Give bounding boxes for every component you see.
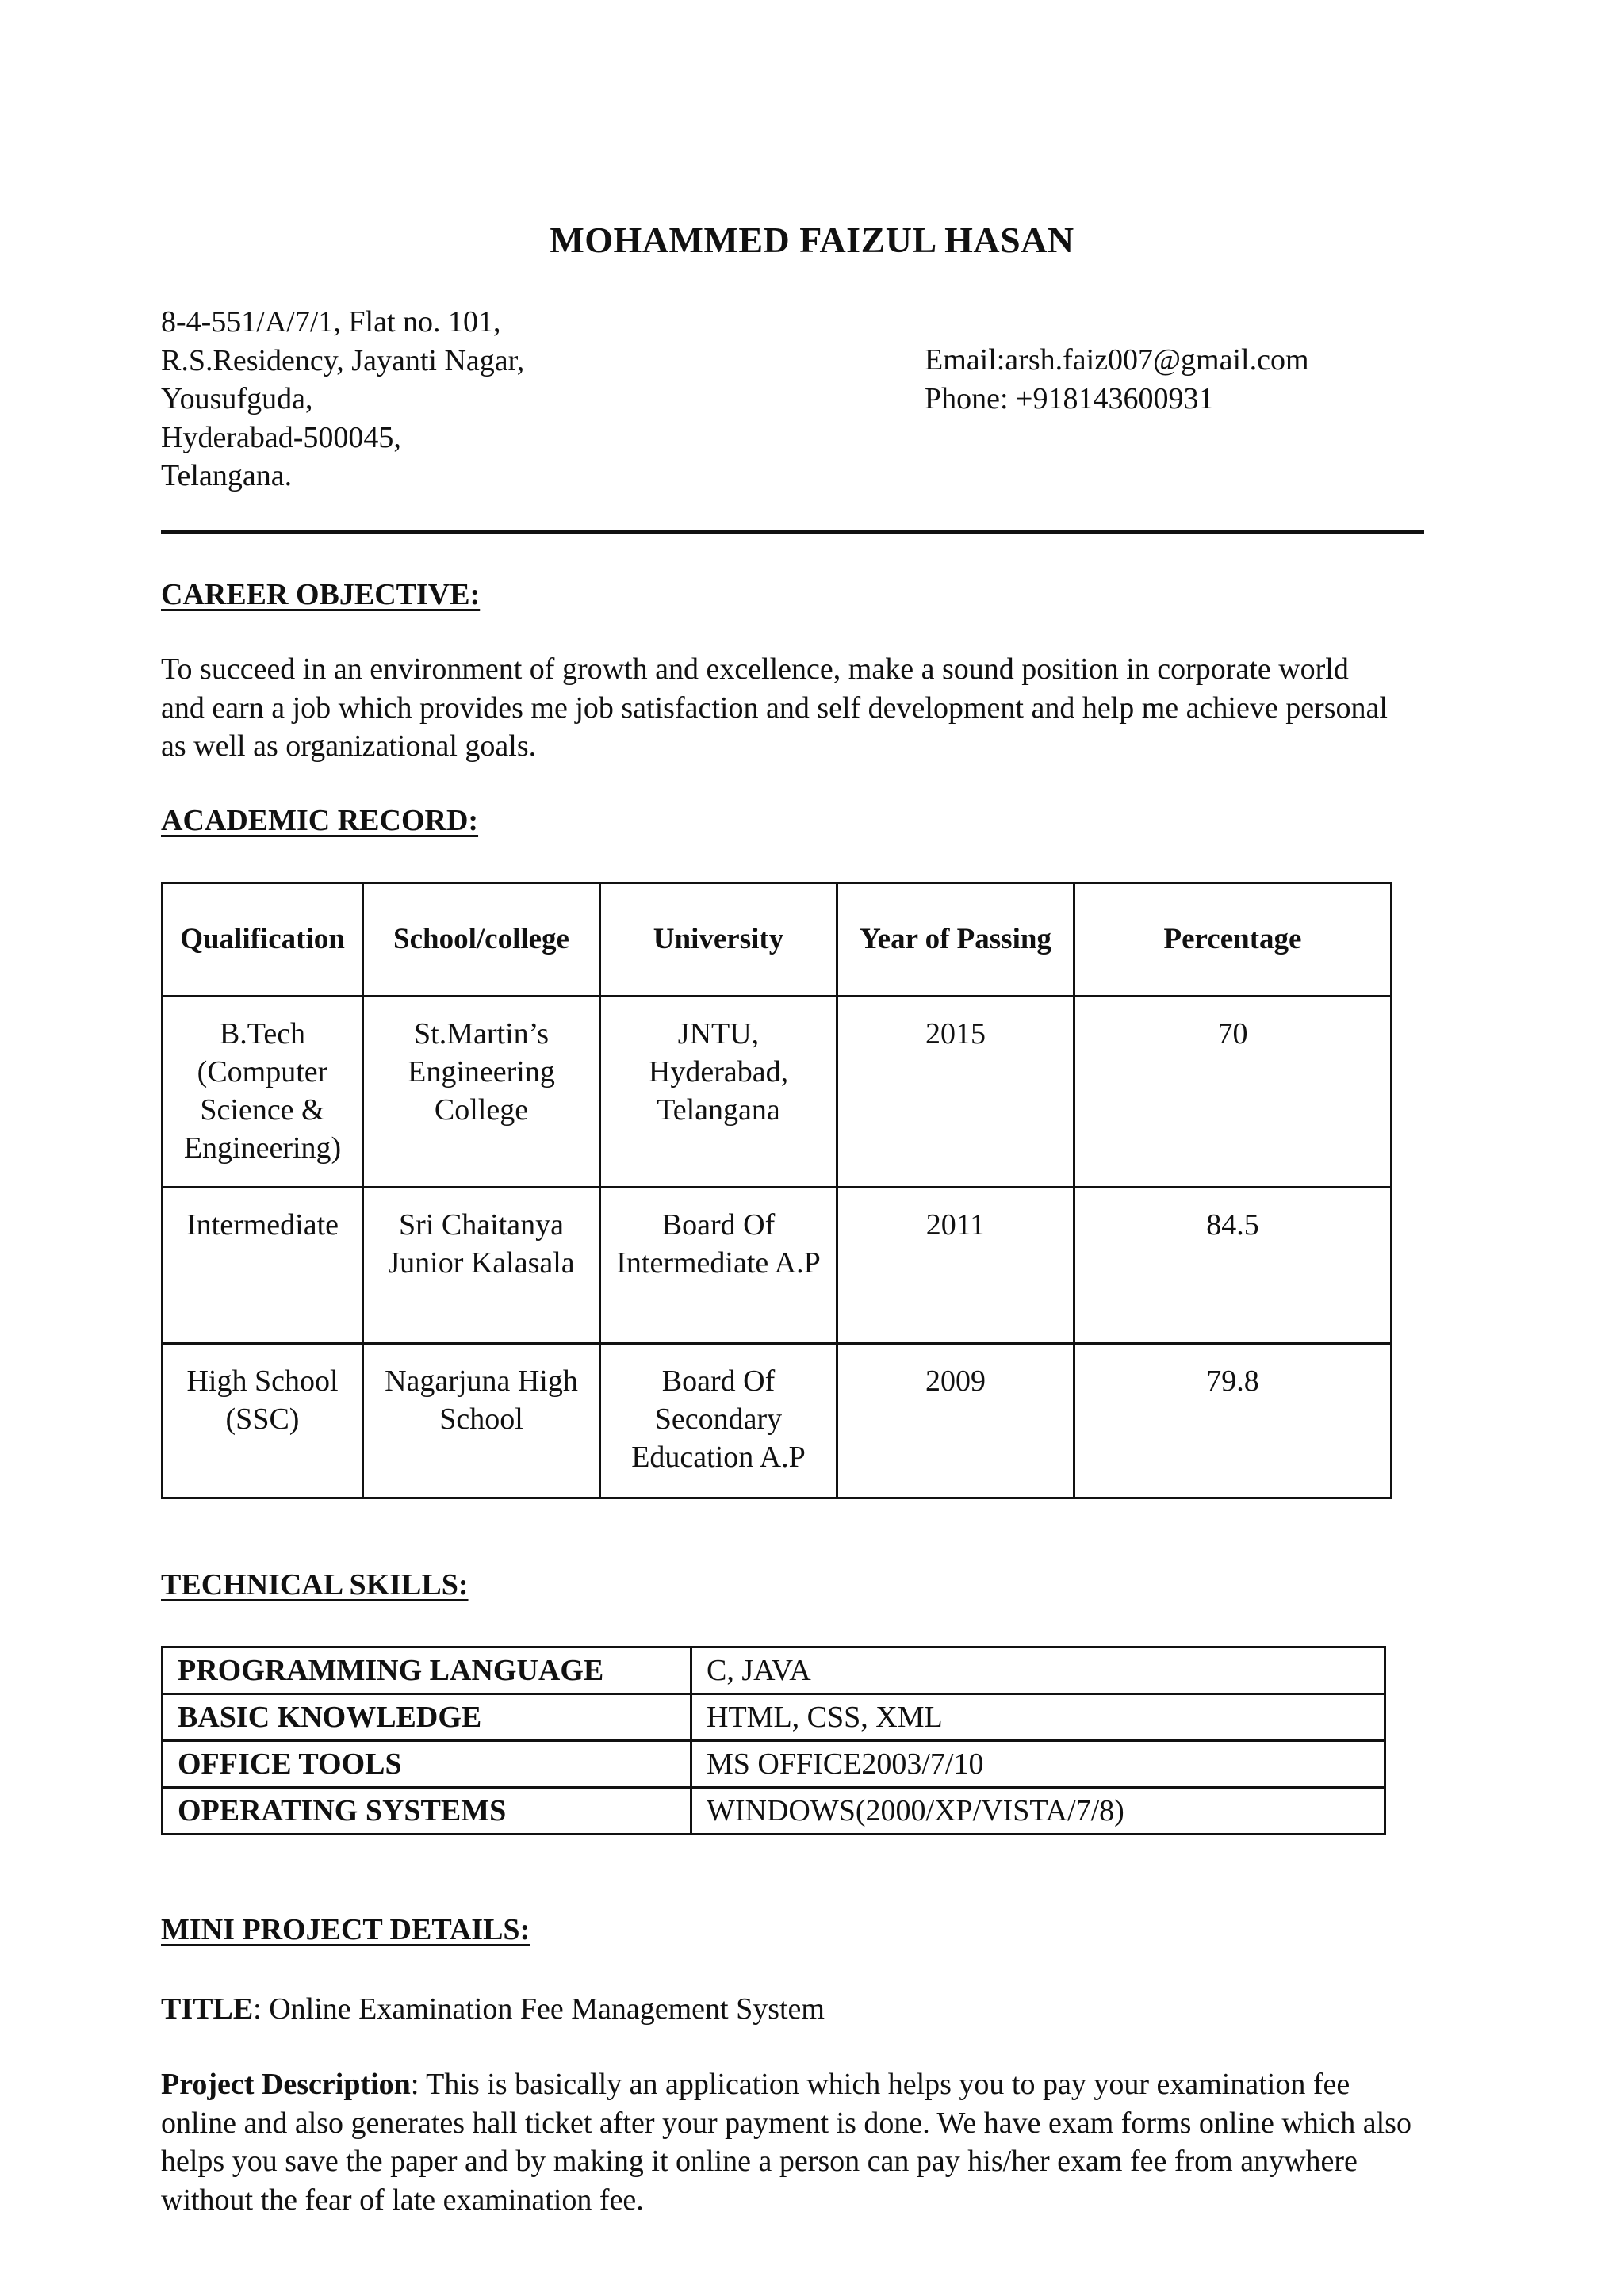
technical-skills-heading: TECHNICAL SKILLS: <box>161 1568 469 1601</box>
table-row <box>163 1344 1392 1498</box>
header-divider <box>161 530 1424 534</box>
mini-project-heading: MINI PROJECT DETAILS: <box>161 1913 530 1946</box>
candidate-name: MOHAMMED FAIZUL HASAN <box>550 220 1074 260</box>
table-row <box>163 1788 1385 1835</box>
cell-university: Board Of Secondary Education A.P <box>600 1344 837 1498</box>
skill-category: BASIC KNOWLEDGE <box>163 1694 691 1741</box>
contact-info <box>925 341 1309 418</box>
skill-category: OFFICE TOOLS <box>163 1741 691 1788</box>
cell-school: Sri Chaitanya Junior Kalasala <box>363 1188 600 1344</box>
cell-year: 2015 <box>837 997 1074 1188</box>
table-row <box>163 1647 1385 1694</box>
career-objective-heading: CAREER OBJECTIVE: <box>161 578 481 611</box>
email-text: Email:arsh.faiz007@gmail.com <box>925 343 1309 377</box>
table-row <box>163 1741 1385 1788</box>
cell-percentage: 79.8 <box>1074 1344 1392 1498</box>
skill-value: HTML, CSS, XML <box>691 1694 1385 1741</box>
address-line: Hyderabad-500045, <box>161 420 401 454</box>
academic-record-heading: ACADEMIC RECORD: <box>161 804 479 837</box>
project-description <box>161 2065 1430 2219</box>
cell-school: Nagarjuna High School <box>363 1344 600 1498</box>
project-description-value: : This is basically an application which helps you to pay your examination fee online and also generates hall ticket after your payment is done. We have exam forms online which also helps you save the paper and by making it online a person can pay his/her exam fee from anywhere without the fear of late examination fee. <box>161 2068 1411 2217</box>
skill-value: WINDOWS(2000/XP/VISTA/7/8) <box>691 1788 1385 1835</box>
cell-qualification: Intermediate <box>163 1188 363 1344</box>
column-header-university: University <box>600 883 837 997</box>
skill-category: PROGRAMMING LANGUAGE <box>163 1647 691 1694</box>
postal-address <box>161 303 524 496</box>
column-header-percentage: Percentage <box>1074 883 1392 997</box>
cell-university: Board Of Intermediate A.P <box>600 1188 837 1344</box>
table-header-row <box>163 883 1392 997</box>
address-line: R.S.Residency, Jayanti Nagar, <box>161 343 525 377</box>
cell-school: St.Martin’s Engineering College <box>363 997 600 1188</box>
address-line: Telangana. <box>161 459 293 492</box>
cell-year: 2009 <box>837 1344 1074 1498</box>
column-header-qualification: Qualification <box>163 883 363 997</box>
project-description-label: Project Description <box>161 2068 411 2101</box>
skill-category: OPERATING SYSTEMS <box>163 1788 691 1835</box>
project-title-label: TITLE <box>161 1992 254 2026</box>
address-line: 8-4-551/A/7/1, Flat no. 101, <box>161 305 501 339</box>
phone-text: Phone: +918143600931 <box>925 381 1214 415</box>
cell-percentage: 70 <box>1074 997 1392 1188</box>
table-row <box>163 1694 1385 1741</box>
table-row <box>163 997 1392 1188</box>
skill-value: MS OFFICE2003/7/10 <box>691 1741 1385 1788</box>
technical-skills-table <box>161 1646 1386 1835</box>
column-header-school: School/college <box>363 883 600 997</box>
skill-value: C, JAVA <box>691 1647 1385 1694</box>
project-title <box>161 1990 825 2029</box>
cell-year: 2011 <box>837 1188 1074 1344</box>
project-title-value: : Online Examination Fee Management System <box>253 1992 825 2026</box>
address-line: Yousufguda, <box>161 382 313 415</box>
career-objective-text: To succeed in an environment of growth and excellence, make a sound position in corporate world and earn a job which provides me job satisfaction and self development and help me achieve personal as well as organizational goals. <box>161 652 1388 763</box>
cell-qualification: High School (SSC) <box>163 1344 363 1498</box>
cell-university: JNTU, Hyderabad, Telangana <box>600 997 837 1188</box>
column-header-year: Year of Passing <box>837 883 1074 997</box>
cell-percentage: 84.5 <box>1074 1188 1392 1344</box>
cell-qualification: B.Tech (Computer Science & Engineering) <box>163 997 363 1188</box>
table-row <box>163 1188 1392 1344</box>
academic-record-table <box>161 882 1392 1499</box>
